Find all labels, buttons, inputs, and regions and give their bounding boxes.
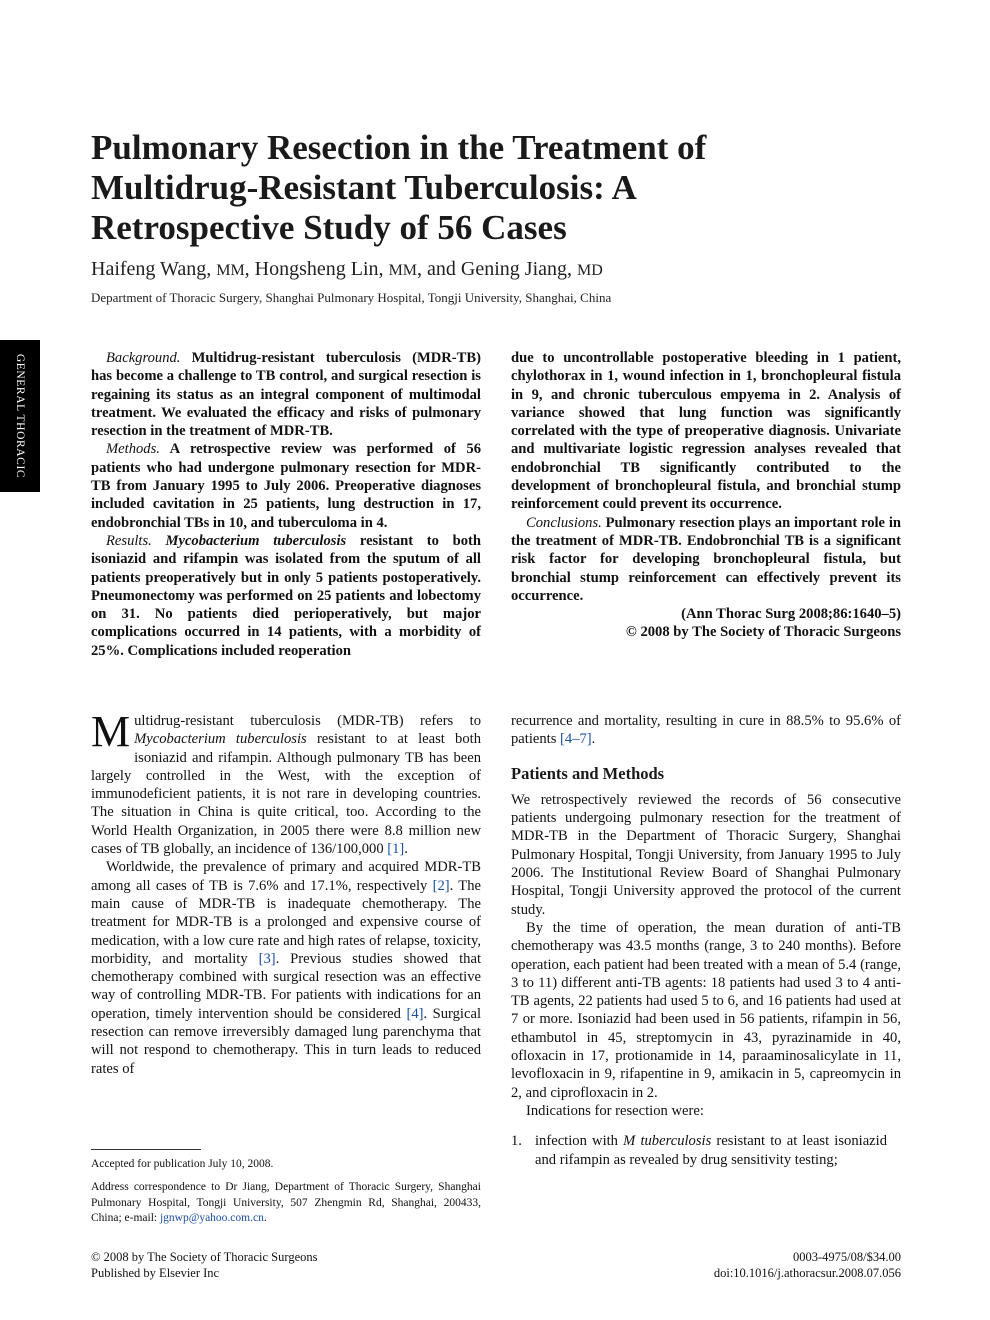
abstract-conclusions (511, 514, 901, 605)
correspondence-note (91, 1180, 481, 1227)
email-link[interactable]: jgnwp@yahoo.com.cn (159, 1212, 264, 1224)
abstract-text: resistant to both isoniazid and rifampin was isolated from the sputum of all patients preoperatively but in only 5 patients postoperatively. Pneumonectomy was performed on 25 patients and lobectomy on 31. No patients died perioperatively, but major complications occurred in 14 patients, with a morbidity of 25%. Complications included reoperation (91, 532, 481, 659)
abstract-text: Pulmonary resection plays an important role in the treatment of MDR-TB. Endobronchial TB is a significant risk factor for developing bronchopleural fistula, but bronchial stump reinforcement can effectively prevent its occurrence. (511, 514, 901, 604)
body-right-column (511, 712, 901, 1169)
body-text: infection with (535, 1133, 624, 1150)
abstract-label: Methods. (106, 441, 160, 458)
footer-doi: doi:10.1016/j.athoracsur.2008.07.056 (713, 1265, 901, 1280)
body-text: . Previous studies showed that chemotherapy combined with surgical resection was an effective way of controlling MDR-TB. For patients with indications for an operation, timely intervention should be considered (91, 950, 481, 1022)
abstract-methods (91, 440, 481, 531)
body-text: Worldwide, the prevalence of primary and acquired MDR-TB among all cases of TB is 7.6% and 17.1%, respectively (91, 859, 481, 894)
body-text: . (591, 731, 596, 748)
author-degree: MM (388, 262, 418, 279)
footnote-text: Address correspondence to Dr Jiang, Department of Thoracic Surgery, Shanghai Pulmonary Hospital, Tongji University, 507 Zhengmin Rd, Shanghai, 200433, China; e-mail: (91, 1181, 481, 1224)
body-paragraph (511, 712, 901, 749)
abstract-results-continued: due to uncontrollable postoperative bleeding in 1 patient, chylothorax in 1, wound infection in 1, bronchopleural fistula in 9, and chronic tuberculous empyema in 2. Analysis of variance showed that lung function was significantly correlated with the type of preoperative diagnosis. Univariate and multivariate logistic regression analyses revealed that endobronchial TB significantly contributed to the development of bronchopleural fistula, and bronchial stump reinforcement could prevent its occurrence. (511, 350, 901, 513)
list-item (511, 1132, 901, 1169)
author-separator: , (244, 258, 255, 280)
italic-term: Mycobacterium tuberculosis (134, 731, 307, 748)
italic-term: M tuberculosis (623, 1133, 712, 1150)
footer-publisher: Published by Elsevier Inc (91, 1265, 220, 1280)
body-left-column (91, 707, 481, 1078)
abstract-copyright: © 2008 by The Society of Thoracic Surgeons (625, 624, 901, 641)
author-separator: , and (417, 258, 461, 280)
abstract-text: Multidrug-resistant tuberculosis (MDR-TB) has become a challenge to TB control, and surgical resection is regaining its status as an integral component of multimodal treatment. We evaluated the efficacy and risks of pulmonary resection in the treatment of MDR-TB. (91, 350, 481, 440)
accepted-note: Accepted for publication July 10, 2008. (91, 1158, 274, 1170)
abstract-label: Results. (106, 532, 152, 549)
body-text: . Surgical resection can remove irreversibly damaged lung parenchyma that will not respond to chemotherapy. This in turn leads to reduced rates of (91, 1005, 481, 1077)
abstract-label: Conclusions. (526, 514, 602, 531)
section-tab-label: GENERAL THORACIC (14, 353, 26, 479)
body-text: . The main cause of MDR-TB is inadequate chemotherapy. The treatment for MDR-TB is a prolonged and expensive course of medication, with a low cure rate and high rates of relapse, toxicity, morbidity, and mortality (91, 877, 481, 967)
footnote-rule (91, 1149, 201, 1150)
body-text: ultidrug-resistant tuberculosis (MDR-TB) refers to (134, 713, 481, 729)
abstract-left-column (91, 349, 481, 660)
affiliation: Department of Thoracic Surgery, Shanghai Pulmonary Hospital, Tongji University, Shanghai, China (91, 290, 612, 305)
author-degree: MM (216, 262, 245, 279)
indications-list (511, 1132, 901, 1169)
journal-citation: (Ann Thorac Surg 2008;86:1640–5) (681, 606, 901, 623)
abstract-results (91, 532, 481, 660)
reference-link[interactable]: [4] (406, 1005, 424, 1022)
reference-link[interactable]: [4–7] (560, 731, 592, 748)
body-text: resistant to at least isoniazid and rifampin as revealed by drug sensitivity testing; (535, 1133, 887, 1168)
abstract-text: A retrospective review was performed of 56 patients who had undergone pulmonary resection for MDR-TB from January 1995 to July 2006. Preoperative diagnoses included cavitation in 25 patients, lung destruction in 17, endobronchial TBs in 10, and tuberculoma in 4. (91, 441, 481, 531)
abstract-background (91, 349, 481, 440)
methods-paragraph: By the time of operation, the mean duration of anti-TB chemotherapy was 43.5 months (range, 3 to 240 months). Before operation, each patient had been treated with a mean of 5.4 (range, 3 to 11) different anti-TB agents: 18 patients had used 3 to 4 anti-TB agents, 22 patients had used 5 to 6, and 16 patients had used at 7 or more. Isoniazid had been used in 56 patients, rifampin in 56, ethambutol in 45, streptomycin in 43, pyrazinamide in 40, ofloxacin in 17, protionamide in 14, paraaminosalicylate in 11, levofloxacin in 9, rifapentine in 9, amikacin in 5, capreomycin in 2, and ciprofloxacin in 2. (511, 919, 901, 1101)
reference-link[interactable]: [1] (387, 841, 405, 858)
footer-left (91, 1250, 317, 1281)
reference-link[interactable]: [3] (258, 950, 276, 967)
abstract-right-column (511, 349, 901, 642)
footer-right (714, 1250, 901, 1281)
body-text: . (404, 841, 408, 858)
reference-link[interactable]: [2] (432, 877, 450, 894)
footnote-text: . (263, 1212, 267, 1224)
footer-issn: 0003-4975/08/$34.00 (793, 1250, 901, 1264)
body-text: resistant to at least both isoniazid and rifampin. Although pulmonary TB has been largely controlled in the West, with the exception of immunodeficient patients, it is not rare in developing countries. The situation in China is quite critical, too. According to the World Health Organization, in 2005 there were 8.8 million new cases of TB globally, an incidence of 136/100,000 (91, 731, 481, 858)
author-name: Gening Jiang, (460, 258, 577, 280)
drop-cap: M (91, 707, 131, 756)
section-heading: Patients and Methods (511, 763, 665, 783)
footer-copyright: © 2008 by The Society of Thoracic Surgeons (91, 1250, 318, 1264)
section-tab (0, 340, 40, 492)
article-title: Pulmonary Resection in the Treatment of Multidrug-Resistant Tuberculosis: A Retrospective Study of 56 Cases (91, 128, 707, 247)
methods-paragraph: Indications for resection were: (526, 1102, 704, 1119)
body-paragraph (91, 858, 481, 1078)
body-text: recurrence and mortality, resulting in cure in 88.5% to 95.6% of patients (511, 713, 901, 748)
author-name: Haifeng Wang, (91, 258, 217, 280)
author-name: Hongsheng Lin, (254, 258, 389, 280)
methods-paragraph: We retrospectively reviewed the records of 56 consecutive patients undergoing pulmonary resection for the treatment of MDR-TB in the Department of Thoracic Surgery, Shanghai Pulmonary Hospital, Tongji University, from January 1995 to July 2006. The Institutional Review Board of Shanghai Pulmonary Hospital, Tongji University approved the protocol of the current study. (511, 791, 901, 918)
author-degree: MD (577, 262, 603, 279)
abstract-label: Background. (106, 350, 181, 366)
abstract-italic-text: Mycobacterium tuberculosis (151, 532, 347, 549)
intro-paragraph (91, 707, 481, 858)
author-list (91, 258, 603, 281)
list-number: 1. (511, 1133, 522, 1150)
